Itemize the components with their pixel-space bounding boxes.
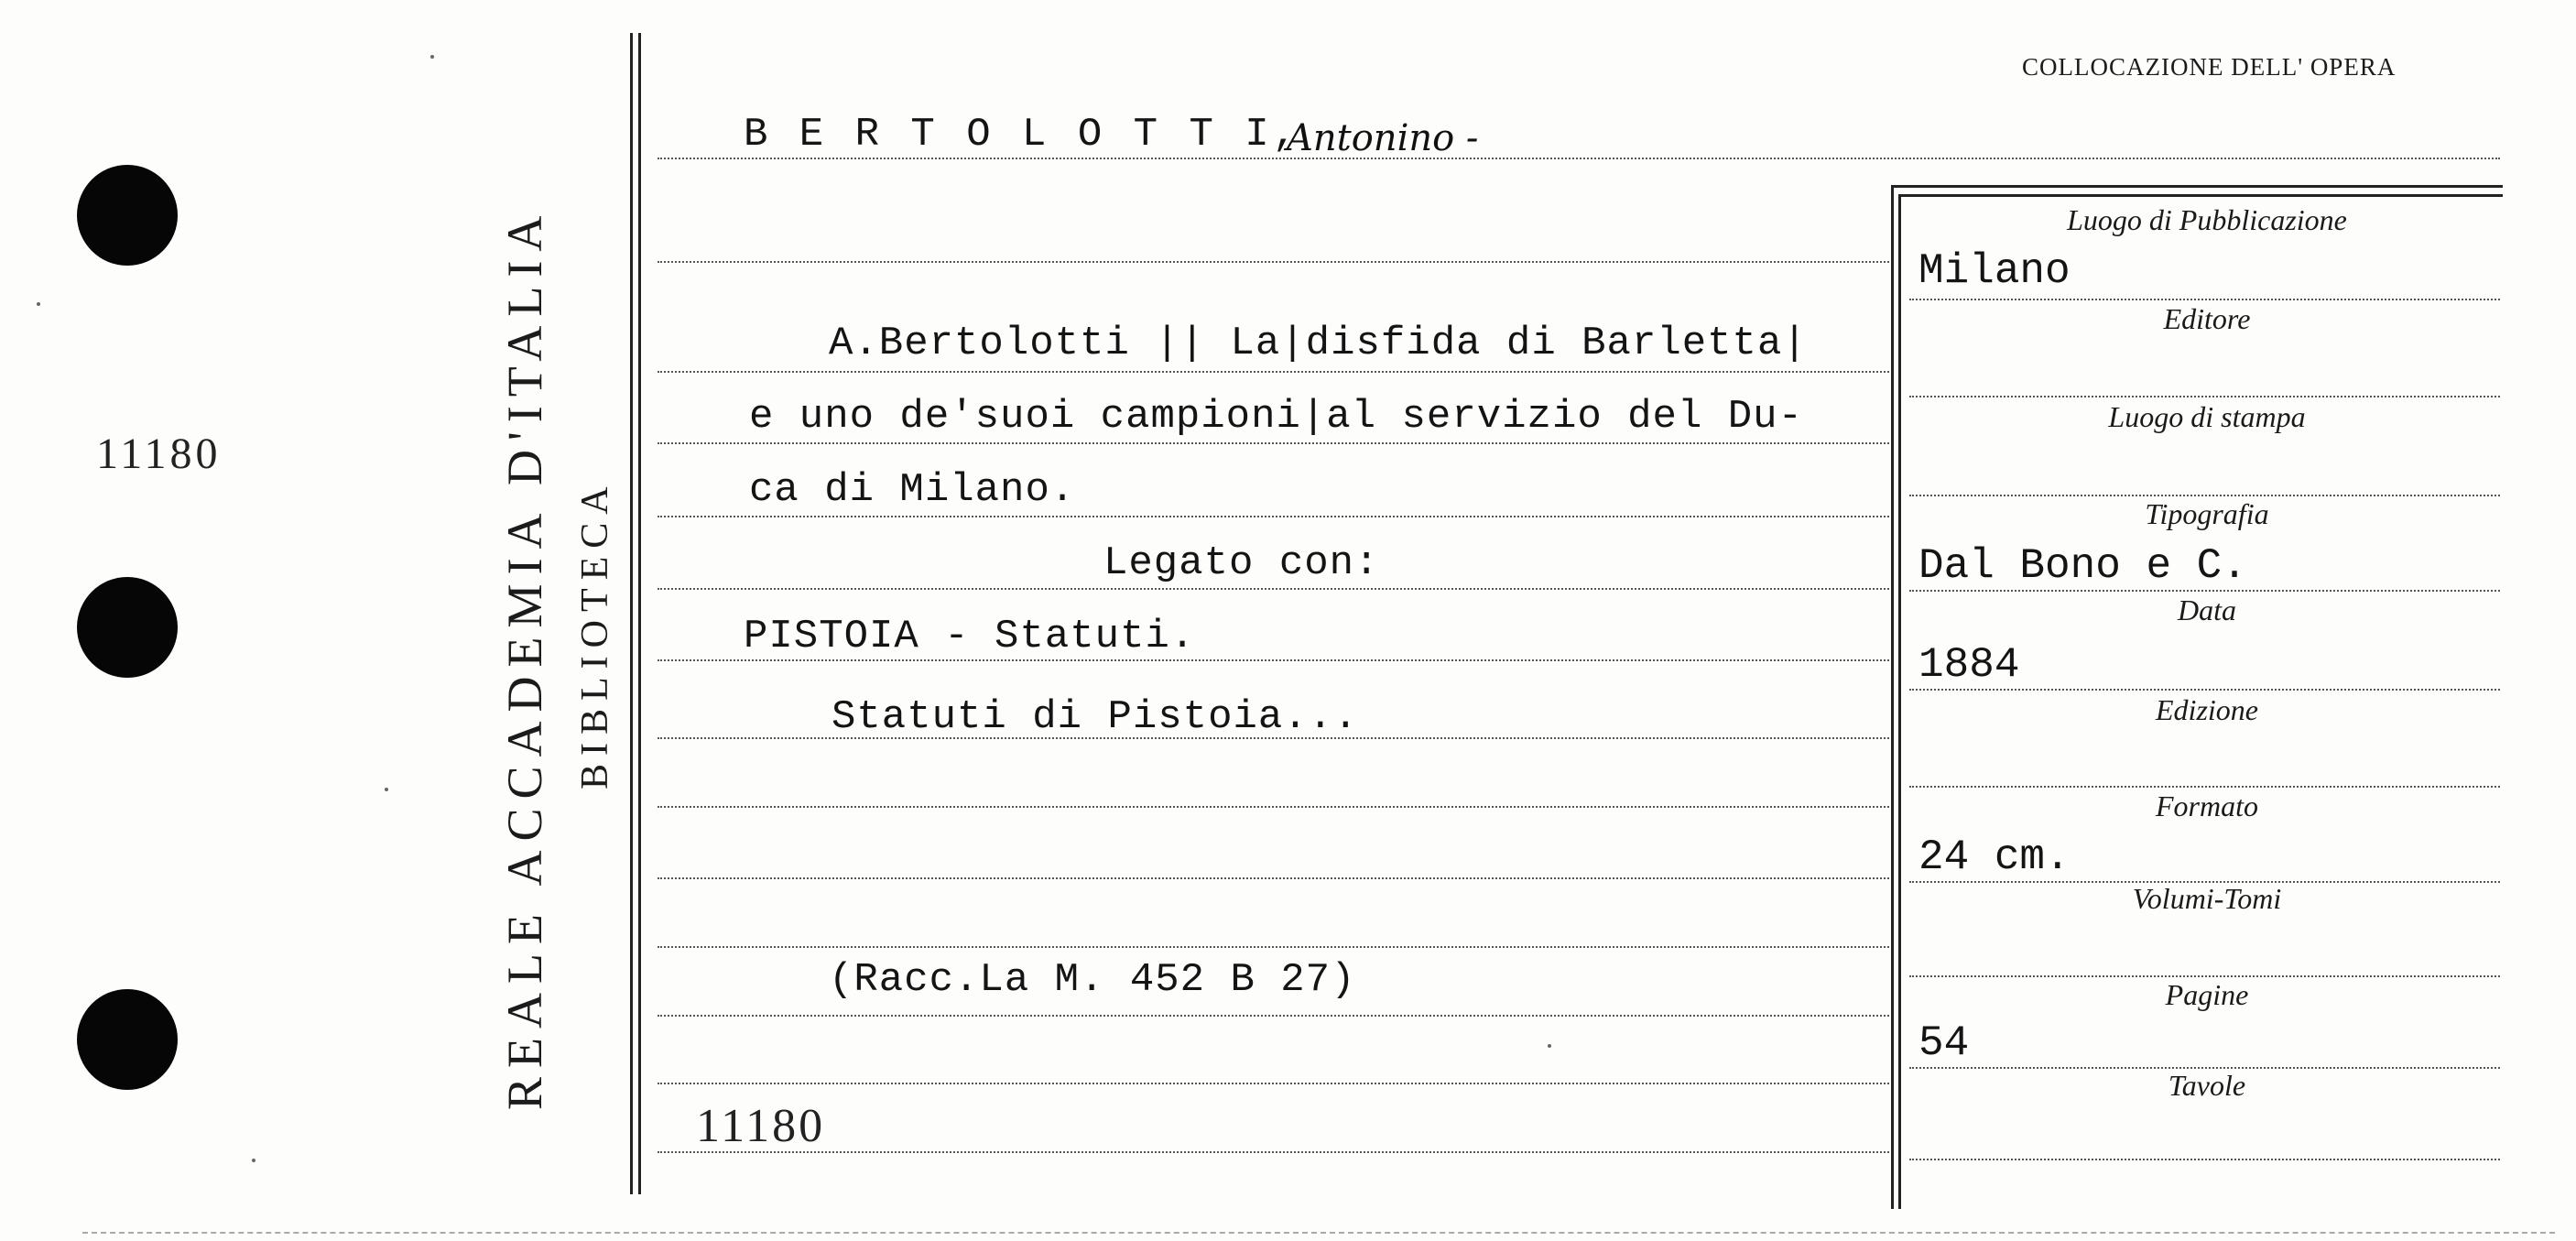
left-rule-outer xyxy=(630,33,633,1194)
ruled-line xyxy=(658,1015,1889,1017)
field-label-formato: Formato xyxy=(2156,789,2258,822)
ruled-line xyxy=(658,442,1889,444)
ruled-line xyxy=(658,877,1889,879)
field-label-edizione: Edizione xyxy=(2156,693,2258,726)
inventory-number: 11180 xyxy=(696,1100,826,1152)
right-box-top-outer xyxy=(1891,185,2503,188)
field-label-pagine: Pagine xyxy=(2165,978,2249,1011)
ruled-line xyxy=(658,659,1889,661)
field-label-luogo-pubblicazione: Luogo di Pubblicazione xyxy=(2067,203,2347,236)
field-value-data: 1884 xyxy=(1918,641,2020,689)
description-line-1: A.Bertolotti || La|disfida di Barletta| xyxy=(829,321,1808,366)
field-value-pagine: 54 xyxy=(1918,1019,1970,1067)
ruled-line xyxy=(658,588,1889,590)
field-line xyxy=(1909,299,2500,300)
speck xyxy=(385,788,388,791)
field-line xyxy=(1909,786,2500,788)
field-line xyxy=(1909,590,2500,592)
ruled-line xyxy=(658,1151,1889,1153)
speck xyxy=(430,55,434,59)
field-label-data: Data xyxy=(2178,593,2236,626)
field-label-volumi-tomi: Volumi-Tomi xyxy=(2132,882,2282,915)
ruled-line xyxy=(658,946,1889,948)
right-box-left-outer xyxy=(1891,185,1894,1209)
card-bottom-edge xyxy=(82,1232,2555,1234)
description-line-4: Legato con: xyxy=(1103,540,1380,586)
field-line xyxy=(1909,689,2500,691)
field-label-luogo-stampa: Luogo di stampa xyxy=(2108,400,2306,433)
field-line xyxy=(1909,975,2500,977)
field-value-tipografia: Dal Bono e C. xyxy=(1918,542,2247,590)
punch-hole-bottom xyxy=(77,989,178,1090)
ruled-line xyxy=(658,261,1889,263)
punch-hole-middle xyxy=(77,577,178,678)
right-box-top-inner xyxy=(1898,194,2503,197)
ruled-line xyxy=(658,1083,1889,1084)
description-line-2: e uno de'suoi campioni|al servizio del Du- xyxy=(749,394,1803,440)
ruled-line xyxy=(658,516,1889,517)
field-line xyxy=(1909,1159,2500,1160)
ruled-line xyxy=(658,158,2500,159)
field-line xyxy=(1909,396,2500,397)
description-line-6: Statuti di Pistoia... xyxy=(831,694,1359,740)
institution-name: REALE ACCADEMIA D'ITALIA xyxy=(497,206,552,1110)
field-value-formato: 24 cm. xyxy=(1918,833,2071,881)
margin-inventory-number: 11180 xyxy=(96,430,222,478)
description-line-3: ca di Milano. xyxy=(749,467,1076,513)
collocation-header: COLLOCAZIONE DELL' OPERA xyxy=(2022,53,2397,81)
shelfmark: (Racc.La M. 452 B 27) xyxy=(829,957,1356,1003)
field-label-tavole: Tavole xyxy=(2168,1069,2246,1102)
right-box-left-inner xyxy=(1898,194,1901,1209)
library-name: BIBLIOTECA xyxy=(574,478,616,789)
punch-hole-top xyxy=(77,165,178,266)
field-label-tipografia: Tipografia xyxy=(2145,497,2269,530)
author-typed: B E R T O L O T T I, xyxy=(744,112,1301,158)
description-line-5: PISTOIA - Statuti. xyxy=(744,614,1196,659)
ruled-line xyxy=(658,806,1889,808)
speck xyxy=(37,302,40,306)
speck xyxy=(252,1159,255,1162)
field-line xyxy=(1909,495,2500,496)
field-label-editore: Editore xyxy=(2163,302,2251,335)
field-value-luogo-pubblicazione: Milano xyxy=(1918,247,2071,295)
author-handwritten: Antonino - xyxy=(1287,117,1479,159)
left-rule-inner xyxy=(638,33,641,1194)
speck xyxy=(1548,1044,1551,1048)
ruled-line xyxy=(658,371,1889,373)
